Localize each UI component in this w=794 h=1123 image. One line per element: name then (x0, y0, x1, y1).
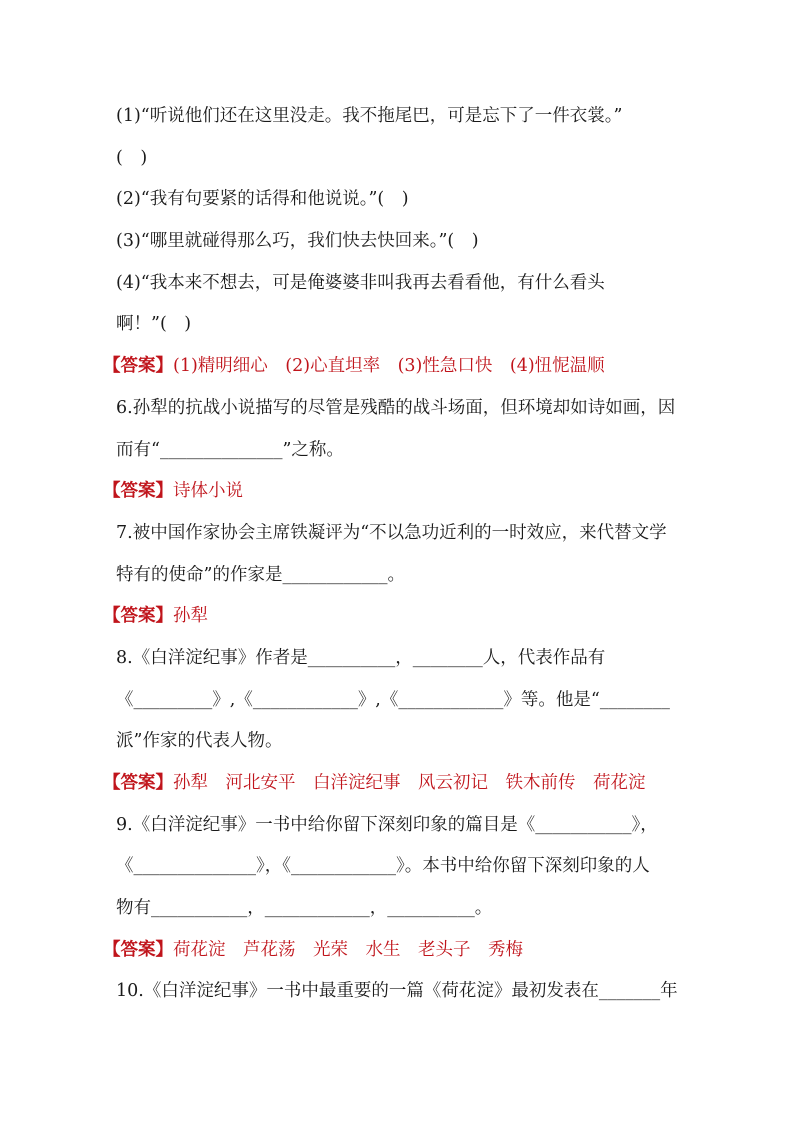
q5-option-4-cont: 啊！”( ) (116, 314, 192, 334)
q6-text-cont: 而有“______________”之称。 (116, 440, 344, 460)
q7-text-cont: 特有的使命”的作家是____________。 (116, 565, 405, 585)
answer-text: (1)精明细心 (2)心直坦率 (3)性急口快 (4)忸怩温顺 (173, 356, 605, 376)
q9-answer (103, 938, 523, 962)
q6-answer (103, 479, 243, 503)
q7-text: 7.被中国作家协会主席铁凝评为“不以急功近利的一时效应，来代替文学 (116, 523, 667, 543)
answer-tag: 【答案】 (103, 606, 173, 626)
q9-text-cont-2: 物有___________，____________，__________。 (116, 898, 493, 918)
answer-text: 荷花淀 芦花荡 光荣 水生 老头子 秀梅 (173, 940, 523, 960)
q5-option-1-blank: ( ) (116, 148, 148, 168)
q5-option-2: (2)“我有句要紧的话得和他说说。”( ) (116, 189, 409, 209)
q10-text: 10.《白洋淀纪事》一书中最重要的一篇《荷花淀》最初发表在_______年 (116, 981, 678, 1001)
q8-answer (103, 771, 646, 795)
answer-tag: 【答案】 (103, 356, 173, 376)
q9-text-cont: 《______________》，《____________》。本书中给你留下深刻印象的人 (116, 856, 650, 876)
q6-text: 6.孙犁的抗战小说描写的尽管是残酷的战斗场面，但环境却如诗如画，因 (116, 398, 676, 418)
q5-option-3: (3)“哪里就碰得那么巧，我们快去快回来。”( ) (116, 231, 479, 251)
q5-option-4: (4)“我本来不想去，可是俺婆婆非叫我再去看看他，有什么看头 (116, 273, 605, 293)
answer-tag: 【答案】 (103, 481, 173, 501)
answer-tag: 【答案】 (103, 940, 173, 960)
q8-text: 8.《白洋淀纪事》作者是__________，________人，代表作品有 (116, 648, 606, 668)
q7-answer (103, 604, 208, 628)
answer-text: 孙犁 河北安平 白洋淀纪事 风云初记 铁木前传 荷花淀 (173, 773, 646, 793)
q8-text-cont-2: 派”作家的代表人物。 (116, 731, 283, 751)
q8-text-cont: 《_________》,《____________》,《____________》等。他是“________ (116, 690, 670, 710)
q5-option-1: (1)“听说他们还在这里没走。我不拖尾巴，可是忘下了一件衣裳。” (116, 106, 623, 126)
answer-text: 诗体小说 (173, 481, 243, 501)
q9-text: 9.《白洋淀纪事》一书中给你留下深刻印象的篇目是《___________》， (116, 815, 658, 835)
answer-tag: 【答案】 (103, 773, 173, 793)
q5-answer (103, 354, 605, 378)
answer-text: 孙犁 (173, 606, 208, 626)
